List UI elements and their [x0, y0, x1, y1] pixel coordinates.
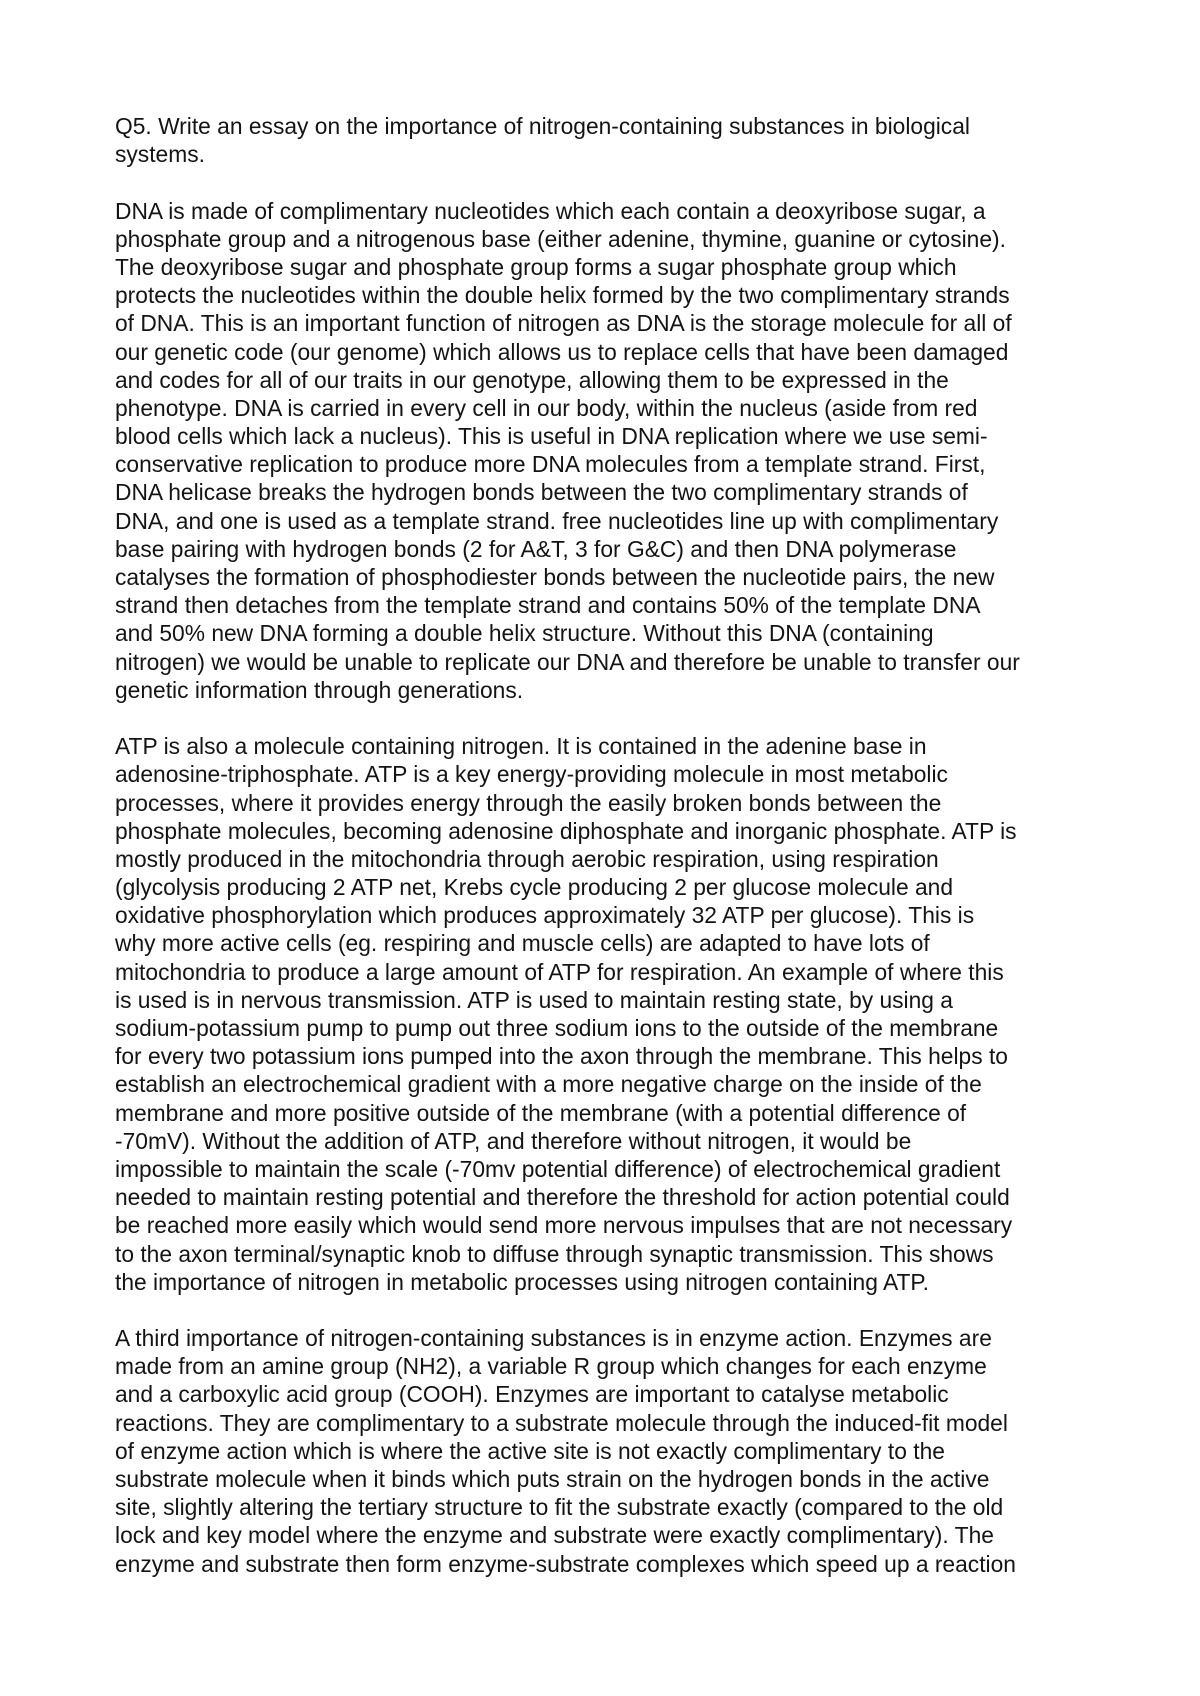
text-line: DNA, and one is used as a template strand. free nucleotides line up with complimentary	[115, 507, 999, 534]
text-line: impossible to maintain the scale (-70mv potential difference) of electrochemical gradient	[115, 1155, 1001, 1182]
text-line: catalyses the formation of phosphodiester bonds between the nucleotide pairs, the new	[115, 564, 995, 590]
text-line: why more active cells (eg. respiring and muscle cells) are adapted to have lots of	[115, 930, 930, 957]
text-line: phenotype. DNA is carried in every cell in our body, within the nucleus (aside from red	[115, 394, 978, 421]
text-line: needed to maintain resting potential and therefore the threshold for action potential could	[115, 1184, 1010, 1211]
text-line: our genetic code (our genome) which allows us to replace cells that have been damaged	[115, 338, 1009, 365]
text-line: phosphate group and a nitrogenous base (either adenine, thymine, guanine or cytosine).	[115, 225, 1006, 252]
text-line: and a carboxylic acid group (COOH). Enzymes are important to catalyse metabolic	[115, 1381, 949, 1408]
text-line: of DNA. This is an important function of nitrogen as DNA is the storage molecule for all of	[115, 310, 1012, 337]
text-line: genetic information through generations.	[115, 676, 524, 703]
text-line: for every two potassium ions pumped into the axon through the membrane. This helps to	[115, 1043, 1008, 1070]
text-line: is used is in nervous transmission. ATP is used to maintain resting state, by using a	[115, 986, 953, 1013]
text-line: oxidative phosphorylation which produces approximately 32 ATP per glucose). This is	[115, 902, 975, 929]
question-heading	[115, 112, 1105, 168]
text-line: adenosine-triphosphate. ATP is a key energy-providing molecule in most metabolic	[115, 761, 948, 788]
text-line: processes, where it provides energy through the easily broken bonds between the	[115, 789, 942, 816]
text-line: base pairing with hydrogen bonds (2 for A&T, 3 for G&C) and then DNA polymerase	[115, 535, 957, 562]
text-line: nitrogen) we would be unable to replicate our DNA and therefore be unable to transfer our	[115, 648, 1020, 675]
paragraph-dna	[115, 197, 1105, 704]
text-line: systems.	[115, 141, 205, 168]
text-line: phosphate molecules, becoming adenosine diphosphate and inorganic phosphate. ATP is	[115, 817, 1017, 844]
text-line: reactions. They are complimentary to a substrate molecule through the induced-fit model	[115, 1409, 1008, 1436]
text-line: the importance of nitrogen in metabolic processes using nitrogen containing ATP.	[115, 1268, 929, 1295]
text-line: made from an amine group (NH2), a variable R group which changes for each enzyme	[115, 1353, 987, 1380]
text-line: lock and key model where the enzyme and substrate were exactly complimentary). The	[115, 1522, 994, 1549]
paragraph-enzymes	[115, 1324, 1105, 1578]
text-line: DNA helicase breaks the hydrogen bonds between the two complimentary strands of	[115, 479, 968, 506]
text-line: -70mV). Without the addition of ATP, and therefore without nitrogen, it would be	[115, 1127, 912, 1154]
text-line: DNA is made of complimentary nucleotides which each contain a deoxyribose sugar, a	[115, 197, 986, 224]
text-line: substrate molecule when it binds which puts strain on the hydrogen bonds in the active	[115, 1466, 990, 1492]
text-line: membrane and more positive outside of the membrane (with a potential difference of	[115, 1099, 967, 1126]
text-line: and codes for all of our traits in our genotype, allowing them to be expressed in the	[115, 366, 949, 393]
text-line: mostly produced in the mitochondria through aerobic respiration, using respiration	[115, 845, 939, 872]
text-line: blood cells which lack a nucleus). This is useful in DNA replication where we use semi-	[115, 423, 988, 450]
text-line: site, slightly altering the tertiary structure to fit the substrate exactly (compared to the old	[115, 1494, 1004, 1521]
text-line: protects the nucleotides within the double helix formed by the two complimentary strands	[115, 282, 1010, 309]
text-line: mitochondria to produce a large amount of ATP for respiration. An example of where this	[115, 958, 1004, 985]
text-line: A third importance of nitrogen-containing substances is in enzyme action. Enzymes are	[115, 1325, 992, 1352]
text-line: ATP is also a molecule containing nitrogen. It is contained in the adenine base in	[115, 733, 927, 760]
text-line: and 50% new DNA forming a double helix structure. Without this DNA (containing	[115, 620, 934, 647]
text-line: to the axon terminal/synaptic knob to diffuse through synaptic transmission. This shows	[115, 1240, 994, 1267]
text-line: be reached more easily which would send more nervous impulses that are not necessary	[115, 1212, 1013, 1239]
text-line: enzyme and substrate then form enzyme-substrate complexes which speed up a reaction	[115, 1550, 1016, 1577]
text-line: sodium-potassium pump to pump out three sodium ions to the outside of the membrane	[115, 1015, 999, 1041]
text-line: The deoxyribose sugar and phosphate group forms a sugar phosphate group which	[115, 253, 957, 280]
text-line: conservative replication to produce more DNA molecules from a template strand. First,	[115, 451, 986, 478]
text-line: (glycolysis producing 2 ATP net, Krebs cycle producing 2 per glucose molecule and	[115, 874, 954, 901]
text-line: establish an electrochemical gradient with a more negative charge on the inside of the	[115, 1071, 982, 1098]
paragraph-atp	[115, 732, 1105, 1296]
text-line: of enzyme action which is where the active site is not exactly complimentary to the	[115, 1437, 945, 1464]
text-line: strand then detaches from the template strand and contains 50% of the template DNA	[115, 592, 981, 619]
text-line: Q5. Write an essay on the importance of nitrogen-containing substances in biological	[115, 113, 970, 139]
essay-body	[115, 112, 1105, 1578]
